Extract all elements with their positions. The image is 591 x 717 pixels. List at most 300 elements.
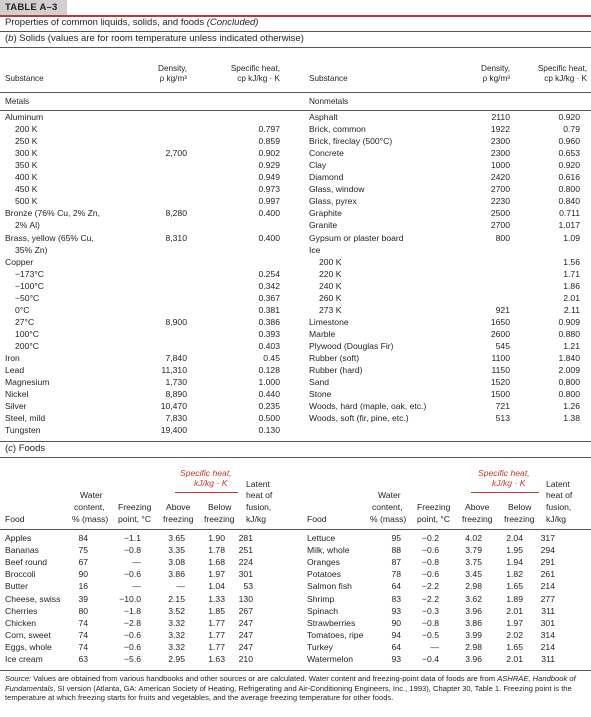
food-water: 74 [78, 617, 88, 628]
solids-section-title: (b) Solids (values are for room temperature unless indicated otherwise) [5, 33, 304, 44]
food-name: Bananas [5, 545, 39, 556]
food-cp-below: 1.68 [208, 557, 225, 568]
food-freezing: −0.8 [422, 617, 439, 628]
header-water: content, [372, 502, 403, 512]
food-cp-above: 3.96 [465, 605, 482, 616]
solid-cp: 0.840 [558, 196, 580, 207]
solid-name: Plywood (Douglas Fir) [309, 340, 394, 351]
solid-name: Sand [309, 377, 330, 388]
solid-cp: 2.009 [558, 365, 580, 376]
solid-density: 10,470 [160, 401, 187, 412]
food-latent: 301 [238, 569, 253, 580]
solid-density: 7,830 [165, 413, 187, 424]
header-latent: Latent [546, 479, 570, 489]
cp-underline [175, 492, 238, 493]
food-cp-above: 3.96 [465, 654, 482, 664]
food-latent: 311 [541, 605, 555, 616]
group-metals: Metals [5, 97, 30, 106]
solid-cp: 0.800 [558, 377, 580, 388]
food-freezing: −0.6 [124, 629, 141, 640]
header-cp-l1: Specific heat, [478, 468, 530, 478]
solid-density: 1100 [491, 353, 510, 363]
solid-density: 513 [495, 413, 510, 424]
header-freezing: point, °C [118, 514, 152, 524]
food-cp-below: 2.01 [506, 605, 523, 616]
header-water: % (mass) [370, 514, 407, 524]
food-name: Corn, sweet [5, 629, 51, 640]
header-below: freezing [204, 514, 235, 524]
food-latent: 251 [238, 545, 253, 556]
solid-cp: 0.500 [258, 413, 280, 424]
solid-name: Glass, pyrex [309, 196, 357, 207]
cp-underline [471, 492, 539, 493]
solid-cp: 0.342 [258, 280, 280, 291]
solid-name: Rubber (soft) [309, 353, 360, 363]
header-freezing: Freezing [118, 502, 152, 512]
food-name: Shrimp [307, 593, 335, 604]
header-above: Above [465, 502, 490, 512]
solid-cp: 0.128 [258, 365, 280, 376]
solid-name: Nickel [5, 389, 29, 400]
food-cp-below: 1.77 [208, 617, 225, 628]
food-cp-below: 1.94 [506, 557, 523, 568]
solid-name: Copper [5, 256, 34, 267]
food-cp-below: 1.90 [208, 533, 225, 543]
solid-name: Lead [5, 365, 25, 376]
food-water: 93 [391, 605, 401, 616]
solid-density: 8,890 [165, 389, 187, 400]
rule [0, 110, 591, 111]
solid-density: 2,700 [165, 148, 187, 159]
header-water: Water [378, 490, 401, 500]
food-latent: 267 [238, 605, 253, 616]
food-cp-below: 1.95 [506, 545, 523, 556]
food-water: 78 [391, 569, 401, 580]
food-freezing: −2.2 [422, 581, 439, 592]
header-substance-left: Substance [5, 74, 44, 83]
solid-name: 260 K [319, 292, 342, 303]
solid-density: 1150 [491, 365, 510, 376]
solid-cp: 1.86 [563, 280, 580, 291]
food-water: 75 [78, 545, 88, 556]
food-freezing: −0.8 [124, 545, 141, 556]
solid-name: Brick, fireclay (500°C) [309, 136, 393, 147]
food-name: Potatoes [307, 569, 341, 580]
header-water: % (mass) [72, 514, 109, 524]
solid-name: 200°C [15, 340, 39, 351]
solid-name: Concrete [309, 148, 344, 159]
food-latent: 247 [238, 617, 253, 628]
solid-density: 2500 [490, 208, 510, 219]
food-water: 90 [78, 569, 88, 580]
food-water: 63 [78, 654, 88, 664]
food-water: 64 [391, 581, 401, 592]
food-cp-below: 1.89 [506, 593, 523, 604]
solid-density: 1000 [490, 160, 510, 171]
food-water: 39 [78, 593, 88, 604]
solid-cp: 0.880 [558, 328, 580, 339]
food-latent: 261 [540, 569, 555, 580]
solid-density: 8,280 [165, 208, 187, 219]
food-cp-below: 1.85 [208, 605, 225, 616]
solid-name: 220 K [319, 268, 342, 279]
food-latent: 53 [243, 581, 253, 592]
food-cp-above: — [176, 581, 185, 592]
food-latent: 214 [540, 581, 555, 592]
solid-name: Steel, mild [5, 413, 46, 424]
solid-cp: 1.017 [558, 220, 580, 231]
header-food: Food [307, 514, 327, 524]
solid-name: 273 K [319, 304, 342, 315]
solid-density: 2230 [490, 196, 510, 207]
solid-name: 2% Al) [15, 220, 40, 231]
food-cp-below: 1.97 [208, 569, 225, 580]
food-cp-above: 3.45 [465, 569, 482, 580]
food-cp-below: 1.04 [208, 581, 225, 592]
food-freezing: −0.6 [422, 569, 439, 580]
rule [0, 441, 591, 442]
food-cp-below: 1.77 [208, 641, 225, 652]
food-name: Strawberries [307, 617, 356, 628]
food-name: Apples [5, 533, 32, 543]
header-below: freezing [504, 514, 535, 524]
solid-cp: 0.235 [258, 401, 280, 412]
solid-name: −173°C [15, 268, 44, 279]
solid-cp: 0.254 [258, 268, 280, 279]
solid-name: 0°C [15, 304, 30, 315]
solid-name: Clay [309, 160, 327, 171]
solid-name: Graphite [309, 208, 342, 219]
solid-density: 2600 [490, 328, 510, 339]
food-cp-above: 3.32 [168, 641, 185, 652]
header-freezing: point, °C [417, 514, 451, 524]
solid-name: Rubber (hard) [309, 365, 363, 376]
solid-cp: 0.800 [558, 389, 580, 400]
food-latent: 311 [541, 654, 555, 664]
solid-cp: 0.711 [559, 208, 580, 219]
solid-name: −100°C [15, 280, 44, 291]
solid-cp: 1.000 [258, 377, 280, 388]
food-freezing: — [132, 581, 141, 592]
food-name: Lettuce [307, 533, 336, 543]
header-below: Below [208, 502, 232, 512]
food-latent: 210 [238, 654, 253, 664]
food-latent: 317 [540, 533, 555, 543]
solid-cp: 0.440 [258, 389, 280, 400]
header-density-left: Density, ρ kg/m³ [158, 64, 187, 83]
solid-cp: 1.09 [563, 232, 580, 243]
rule [0, 457, 591, 458]
solid-density: 800 [495, 232, 510, 243]
food-water: 84 [78, 533, 88, 543]
solid-name: Ice [309, 244, 321, 255]
solid-name: Limestone [309, 316, 349, 327]
food-freezing: −0.2 [422, 533, 439, 543]
solid-name: Tungsten [5, 425, 41, 436]
food-name: Eggs, whole [5, 641, 52, 652]
solid-cp: 1.56 [563, 256, 580, 267]
food-freezing: −2.2 [422, 593, 439, 604]
food-latent: 214 [540, 641, 555, 652]
solid-name: Bronze (76% Cu, 2% Zn, [5, 208, 101, 219]
rule [0, 670, 591, 671]
solid-name: 240 K [319, 280, 342, 291]
food-cp-above: 3.86 [465, 617, 482, 628]
food-water: 83 [391, 593, 401, 604]
header-latent: kJ/kg [546, 514, 567, 524]
food-water: 74 [78, 629, 88, 640]
food-water: 95 [391, 533, 401, 543]
solid-cp: 0.949 [258, 172, 280, 183]
food-cp-below: 1.97 [506, 617, 523, 628]
food-name: Cheese, swiss [5, 593, 61, 604]
food-freezing: — [132, 557, 141, 568]
food-cp-below: 1.33 [208, 593, 225, 604]
food-freezing: −0.6 [124, 641, 141, 652]
food-cp-above: 2.15 [168, 593, 185, 604]
solid-cp: 0.800 [558, 184, 580, 195]
solid-name: 250 K [15, 136, 38, 147]
food-cp-above: 3.65 [168, 533, 185, 543]
food-cp-below: 1.82 [506, 569, 523, 580]
header-latent: fusion, [246, 502, 272, 512]
solid-density: 2700 [490, 184, 510, 195]
food-name: Salmon fish [307, 581, 352, 592]
solid-density: 2700 [490, 220, 510, 231]
solid-cp: 0.960 [558, 136, 580, 147]
solid-name: 200 K [15, 124, 38, 135]
food-latent: 291 [540, 557, 555, 568]
food-cp-above: 3.62 [465, 593, 482, 604]
food-freezing: −0.8 [422, 557, 439, 568]
solid-name: 450 K [15, 184, 38, 195]
food-latent: 224 [238, 557, 253, 568]
solid-cp: 0.130 [258, 425, 280, 436]
rule [0, 529, 591, 530]
solid-density: 1,730 [165, 377, 187, 388]
solid-name: 300 K [15, 148, 38, 159]
food-freezing: — [430, 641, 439, 652]
header-food: Food [5, 514, 25, 524]
food-freezing: −0.6 [422, 545, 439, 556]
solid-name: Diamond [309, 172, 344, 183]
food-cp-below: 1.78 [208, 545, 225, 556]
food-cp-above: 3.79 [465, 545, 482, 556]
header-latent: Latent [246, 479, 270, 489]
solid-name: Gypsum or plaster board [309, 232, 404, 243]
food-cp-above: 3.32 [168, 629, 185, 640]
food-cp-below: 1.77 [208, 629, 225, 640]
solid-name: 35% Zn) [15, 244, 48, 255]
food-cp-above: 3.35 [168, 545, 185, 556]
solid-name: 100°C [15, 328, 39, 339]
food-water: 87 [391, 557, 401, 568]
foods-section-title: (c) Foods [5, 443, 46, 454]
solid-name: Asphalt [309, 112, 338, 122]
food-freezing: −1.1 [124, 533, 141, 543]
food-name: Chicken [5, 617, 37, 628]
food-water: 94 [391, 629, 401, 640]
food-cp-above: 3.52 [168, 605, 185, 616]
food-freezing: −0.4 [422, 654, 439, 664]
header-latent: heat of [246, 490, 273, 500]
solid-name: 400 K [15, 172, 38, 183]
header-cp-l1: Specific heat, [180, 468, 232, 478]
solid-name: Silver [5, 401, 27, 412]
solid-cp: 0.920 [558, 160, 580, 171]
solid-cp: 0.79 [563, 124, 580, 135]
food-cp-above: 2.98 [465, 641, 482, 652]
food-name: Milk, whole [307, 545, 350, 556]
food-latent: 277 [540, 593, 555, 604]
food-cp-above: 2.98 [465, 581, 482, 592]
solid-density: 19,400 [160, 425, 187, 436]
solid-cp: 0.909 [558, 316, 580, 327]
food-water: 80 [78, 605, 88, 616]
header-above: freezing [462, 514, 493, 524]
solid-cp: 0.400 [258, 208, 280, 219]
solid-cp: 0.403 [258, 340, 280, 351]
solid-density: 2420 [490, 172, 510, 183]
solid-density: 2300 [490, 136, 510, 147]
header-latent: fusion, [546, 502, 572, 512]
solid-cp: 0.997 [258, 196, 280, 207]
solid-density: 2110 [491, 112, 510, 122]
solid-cp: 0.902 [258, 148, 280, 159]
food-freezing: −2.8 [124, 617, 141, 628]
food-name: Cherries [5, 605, 38, 616]
rule [0, 92, 591, 93]
solid-name: 500 K [15, 196, 38, 207]
header-water: content, [74, 502, 105, 512]
solid-cp: 1.840 [558, 353, 580, 363]
food-freezing: −0.5 [422, 629, 439, 640]
solid-cp: 1.71 [563, 268, 580, 279]
solid-density: 921 [495, 304, 510, 315]
food-water: 67 [78, 557, 88, 568]
solid-cp: 1.21 [563, 340, 580, 351]
food-name: Butter [5, 581, 28, 592]
solid-cp: 0.653 [558, 148, 580, 159]
solid-cp: 0.367 [258, 292, 280, 303]
solid-cp: 0.400 [258, 232, 280, 243]
header-below: Below [508, 502, 532, 512]
food-latent: 314 [540, 629, 555, 640]
solid-density: 721 [495, 401, 510, 412]
food-name: Watermelon [307, 654, 354, 664]
solid-density: 8,900 [165, 316, 187, 327]
solid-density: 11,310 [161, 365, 187, 376]
food-name: Ice cream [5, 654, 43, 664]
solid-density: 545 [495, 340, 510, 351]
food-water: 90 [391, 617, 401, 628]
solid-density: 2300 [490, 148, 510, 159]
solid-cp: 1.26 [563, 401, 580, 412]
solid-name: Aluminum [5, 112, 44, 122]
food-latent: 294 [540, 545, 555, 556]
food-latent: 281 [238, 533, 253, 543]
food-name: Tomatoes, ripe [307, 629, 364, 640]
food-cp-below: 1.65 [506, 581, 523, 592]
food-freezing: −10.0 [119, 593, 141, 604]
food-cp-below: 2.04 [506, 533, 523, 543]
solid-name: Woods, soft (fir, pine, etc.) [309, 413, 409, 424]
solid-cp: 0.393 [258, 328, 280, 339]
food-name: Broccoli [5, 569, 36, 580]
solid-name: Woods, hard (maple, oak, etc.) [309, 401, 427, 412]
solid-cp: 0.797 [258, 124, 280, 135]
solid-cp: 0.386 [258, 316, 280, 327]
group-nonmetals: Nonmetals [309, 97, 349, 106]
food-latent: 301 [540, 617, 555, 628]
solid-name: −50°C [15, 292, 40, 303]
food-cp-below: 2.01 [506, 654, 523, 664]
solid-name: Granite [309, 220, 338, 231]
solid-density: 1922 [490, 124, 510, 135]
solid-name: Stone [309, 389, 332, 400]
rule [0, 31, 591, 32]
header-above: Above [166, 502, 191, 512]
food-freezing: −0.3 [422, 605, 439, 616]
header-latent: heat of [546, 490, 573, 500]
header-latent: kJ/kg [246, 514, 267, 524]
food-name: Beef round [5, 557, 48, 568]
solid-density: 1650 [490, 316, 510, 327]
solid-cp: 0.616 [558, 172, 580, 183]
solid-cp: 0.859 [258, 136, 280, 147]
food-cp-above: 2.95 [168, 654, 185, 664]
solid-name: 27°C [15, 316, 35, 327]
food-freezing: −1.8 [124, 605, 141, 616]
solid-name: Marble [309, 328, 336, 339]
rule [0, 47, 591, 48]
solid-cp: 0.45 [263, 353, 280, 363]
solid-density: 1500 [490, 389, 510, 400]
header-cp-left: Specific heat, cp kJ/kg · K [230, 64, 280, 83]
food-cp-below: 1.63 [208, 654, 225, 664]
food-name: Oranges [307, 557, 340, 568]
solid-density: 8,310 [165, 232, 187, 243]
header-cp-right: Specific heat, cp kJ/kg · K [537, 64, 587, 83]
food-cp-below: 1.65 [506, 641, 523, 652]
header-freezing: Freezing [417, 502, 451, 512]
solid-cp: 0.973 [258, 184, 280, 195]
food-cp-above: 3.32 [168, 617, 185, 628]
table-tag: TABLE A–3 [0, 0, 67, 15]
header-water: Water [80, 490, 103, 500]
food-cp-above: 3.75 [465, 557, 482, 568]
table-title: Properties of common liquids, solids, and foods (Concluded) [5, 17, 259, 28]
food-cp-above: 3.99 [465, 629, 482, 640]
source-note: Source: Values are obtained from various handbooks and other sources or are calculated. Water content and freezing-point data of foods are from ASHRAE, Handbook of Fundamentals, SI version (Atlanta, GA: American Society of Heating, Refrigerating and Air-Conditioning Engineers, Inc., 1993), Chapter 30, Table 1. Freezing point is the temperature at which freezing starts for fruits and vegetables, and the average freezing temperature for other foods. [5, 674, 576, 703]
solid-name: Brick, common [309, 124, 366, 135]
food-water: 93 [391, 654, 401, 664]
food-latent: 247 [238, 641, 253, 652]
solid-name: 350 K [15, 160, 38, 171]
solid-name: Brass, yellow (65% Cu, [5, 232, 94, 243]
food-latent: 130 [238, 593, 253, 604]
food-name: Turkey [307, 641, 333, 652]
solid-cp: 2.11 [563, 304, 580, 315]
solid-density: 7,840 [165, 353, 187, 363]
solid-name: 200 K [319, 256, 342, 267]
food-freezing: −5.6 [124, 654, 141, 664]
solid-cp: 0.920 [558, 112, 580, 122]
food-water: 88 [391, 545, 401, 556]
food-latent: 247 [238, 629, 253, 640]
header-density-right: Density, ρ kg/m³ [481, 64, 510, 83]
solid-cp: 2.01 [563, 292, 580, 303]
